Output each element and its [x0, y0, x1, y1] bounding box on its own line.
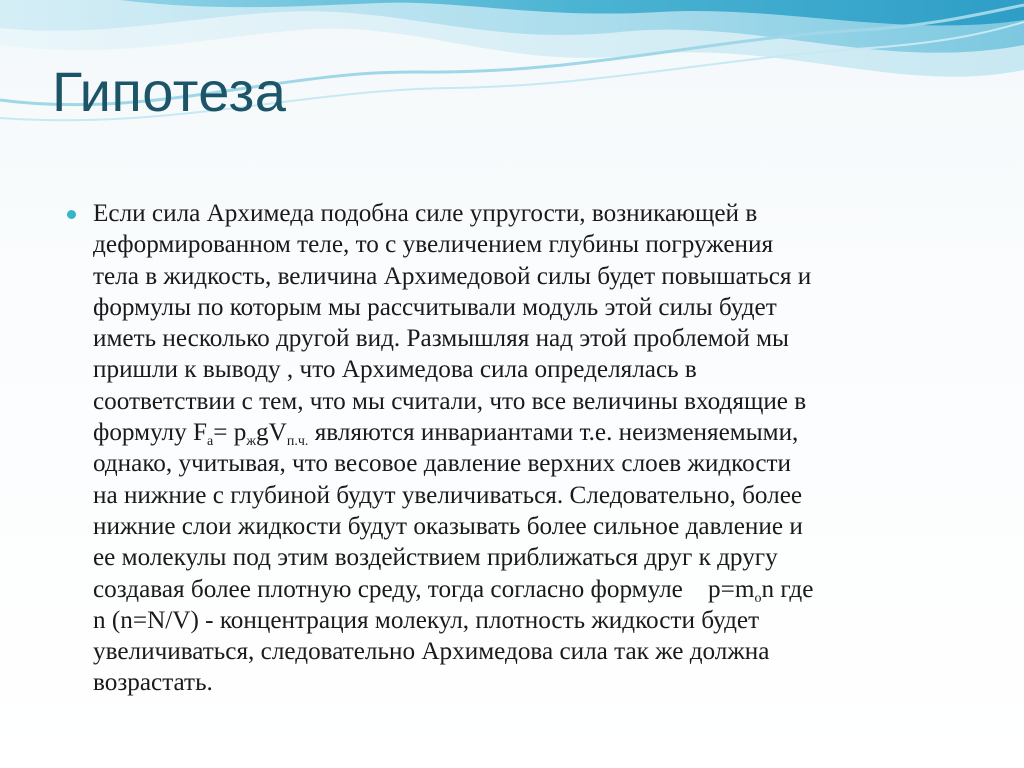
formula-prefix: формулу F: [93, 419, 208, 447]
text-line: формулы по которым мы рассчитывали модуль этой силы будет: [93, 293, 777, 321]
slide-title: Гипотеза: [52, 60, 287, 123]
bullet-paragraph: [93, 198, 973, 699]
text-line: однако, учитывая, что весовое давление верхних слоев жидкости: [93, 450, 791, 478]
formula-eq: = p: [213, 419, 247, 447]
text-line: увеличиваться, следовательно Архимедова сила так же должна: [93, 638, 770, 666]
text-line: деформированном теле, то с увеличением глубины погружения: [93, 231, 774, 259]
formula-gv: gV: [256, 419, 287, 447]
formula-subscript-a: a: [207, 434, 214, 450]
density-formula-line: [93, 574, 973, 605]
text-line: тела в жидкость, величина Архимедовой силы будет повышаться и: [93, 262, 812, 290]
text-line: пришли к выводу , что Архимедова сила определялась в: [93, 356, 697, 384]
formula-subscript-zh: ж: [246, 434, 257, 450]
density-suffix: n где: [761, 575, 814, 603]
text-line: возрастать.: [93, 669, 213, 697]
bullet-icon: [67, 210, 76, 219]
density-prefix: создавая более плотную среду, тогда согласно формуле p=m: [93, 575, 755, 603]
text-line: n (n=N/V) - концентрация молекул, плотность жидкости будет: [93, 606, 760, 634]
text-line: Если сила Архимеда подобна силе упругости, возникающей в: [93, 200, 758, 227]
text-line: ее молекулы под этим воздействием приближаться друг к другу: [93, 544, 778, 572]
text-line: иметь несколько другой вид. Размышляя над этой проблемой мы: [93, 325, 789, 353]
density-subscript-o: o: [754, 590, 762, 606]
formula-line: [93, 417, 973, 448]
formula-suffix: являются инвариантами т.е. неизменяемыми,: [308, 419, 799, 447]
text-line: нижние слои жидкости будут оказывать более сильное давление и: [93, 512, 803, 540]
formula-subscript-pch: п.ч.: [286, 434, 309, 450]
text-line: на нижние с глубиной будут увеличиваться. Следовательно, более: [93, 481, 803, 509]
text-line: соответствии с тем, что мы считали, что все величины входящие в: [93, 387, 807, 415]
